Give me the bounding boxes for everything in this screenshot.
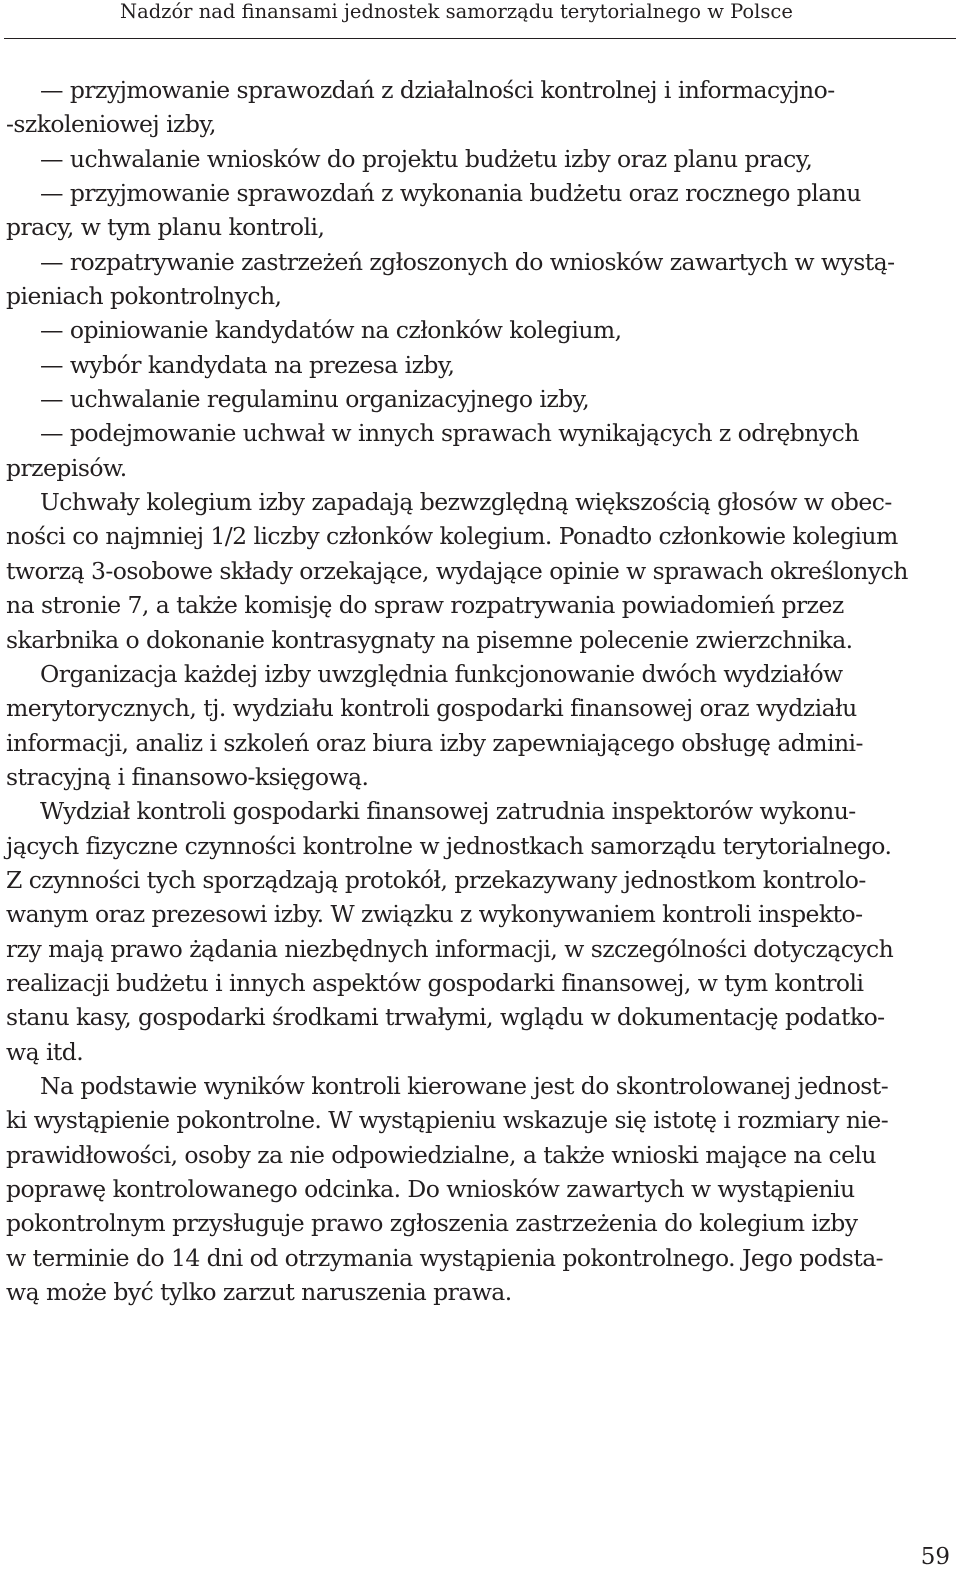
text-line: skarbnika o dokonanie kontrasygnaty na pisemne polecenie zwierzchnika. <box>6 625 853 654</box>
text-line: — przyjmowanie sprawozdań z działalności kontrolnej i informacyjno- <box>40 76 835 104</box>
text-line: stracyjną i finansowo-księgową. <box>6 762 369 791</box>
text-line: ności co najmniej 1/2 liczby członków kolegium. Ponadto członkowie kolegium <box>6 522 898 551</box>
text-line: w terminie do 14 dni od otrzymania wystąpienia pokontrolnego. Jego podsta- <box>6 1243 884 1272</box>
text-line: wanym oraz prezesowi izby. W związku z wykonywaniem kontroli inspekto- <box>6 900 863 929</box>
text-line: tworzą 3-osobowe składy orzekające, wydające opinie w sprawach określonych <box>6 556 908 585</box>
text-line: wą może być tylko zarzut naruszenia prawa. <box>6 1278 512 1307</box>
text-line: jących fizyczne czynności kontrolne w jednostkach samorządu terytorialnego. <box>6 831 892 860</box>
text-line: — wybór kandydata na prezesa izby, <box>40 350 455 379</box>
text-line: — podejmowanie uchwał w innych sprawach wynikających z odrębnych <box>40 419 859 448</box>
text-line: prawidłowości, osoby za nie odpowiedzialne, a także wnioski mające na celu <box>6 1140 876 1169</box>
text-line: wą itd. <box>6 1037 84 1066</box>
text-line: -szkoleniowej izby, <box>6 110 216 139</box>
text-line: pieniach pokontrolnych, <box>6 282 282 311</box>
running-head: Nadzór nad finansami jednostek samorządu terytorialnego w Polsce <box>120 0 793 23</box>
text-line: pracy, w tym planu kontroli, <box>6 213 325 242</box>
text-line: informacji, analiz i szkoleń oraz biura izby zapewniającego obsługę admini- <box>6 728 863 757</box>
text-line: rzy mają prawo żądania niezbędnych informacji, w szczególności dotyczących <box>6 934 894 963</box>
text-line: — przyjmowanie sprawozdań z wykonania budżetu oraz rocznego planu <box>40 179 861 208</box>
page-number: 59 <box>920 1544 950 1570</box>
text-line: realizacji budżetu i innych aspektów gospodarki finansowej, w tym kontroli <box>6 968 864 997</box>
text-line: Organizacja każdej izby uwzględnia funkcjonowanie dwóch wydziałów <box>40 659 843 688</box>
text-line: poprawę kontrolowanego odcinka. Do wniosków zawartych w wystąpieniu <box>6 1175 855 1203</box>
text-line: na stronie 7, a także komisję do spraw rozpatrywania powiadomień przez <box>6 591 844 620</box>
text-line: przepisów. <box>6 453 127 482</box>
text-line: Z czynności tych sporządzają protokół, przekazywany jednostkom kontrolo- <box>6 865 866 894</box>
text-line: ki wystąpienie pokontrolne. W wystąpieniu wskazuje się istotę i rozmiary nie- <box>6 1106 889 1135</box>
text-line: Na podstawie wyników kontroli kierowane jest do skontrolowanej jednost- <box>40 1071 889 1100</box>
text-line: — opiniowanie kandydatów na członków kolegium, <box>40 316 622 345</box>
text-line: Wydział kontroli gospodarki finansowej zatrudnia inspektorów wykonu- <box>40 797 856 826</box>
text-line: pokontrolnym przysługuje prawo zgłoszenia zastrzeżenia do kolegium izby <box>6 1209 858 1238</box>
text-line: stanu kasy, gospodarki środkami trwałymi, wglądu w dokumentację podatko- <box>6 1003 885 1032</box>
body-text <box>6 73 954 1309</box>
text-line: merytorycznych, tj. wydziału kontroli gospodarki finansowej oraz wydziału <box>6 694 857 723</box>
text-line: — rozpatrywanie zastrzeżeń zgłoszonych do wniosków zawartych w wystą- <box>40 247 895 276</box>
text-line: — uchwalanie wniosków do projektu budżetu izby oraz planu pracy, <box>40 144 813 173</box>
header-divider <box>4 38 956 39</box>
text-line: — uchwalanie regulaminu organizacyjnego izby, <box>40 385 590 414</box>
text-line: Uchwały kolegium izby zapadają bezwzględną większością głosów w obec- <box>40 488 892 517</box>
